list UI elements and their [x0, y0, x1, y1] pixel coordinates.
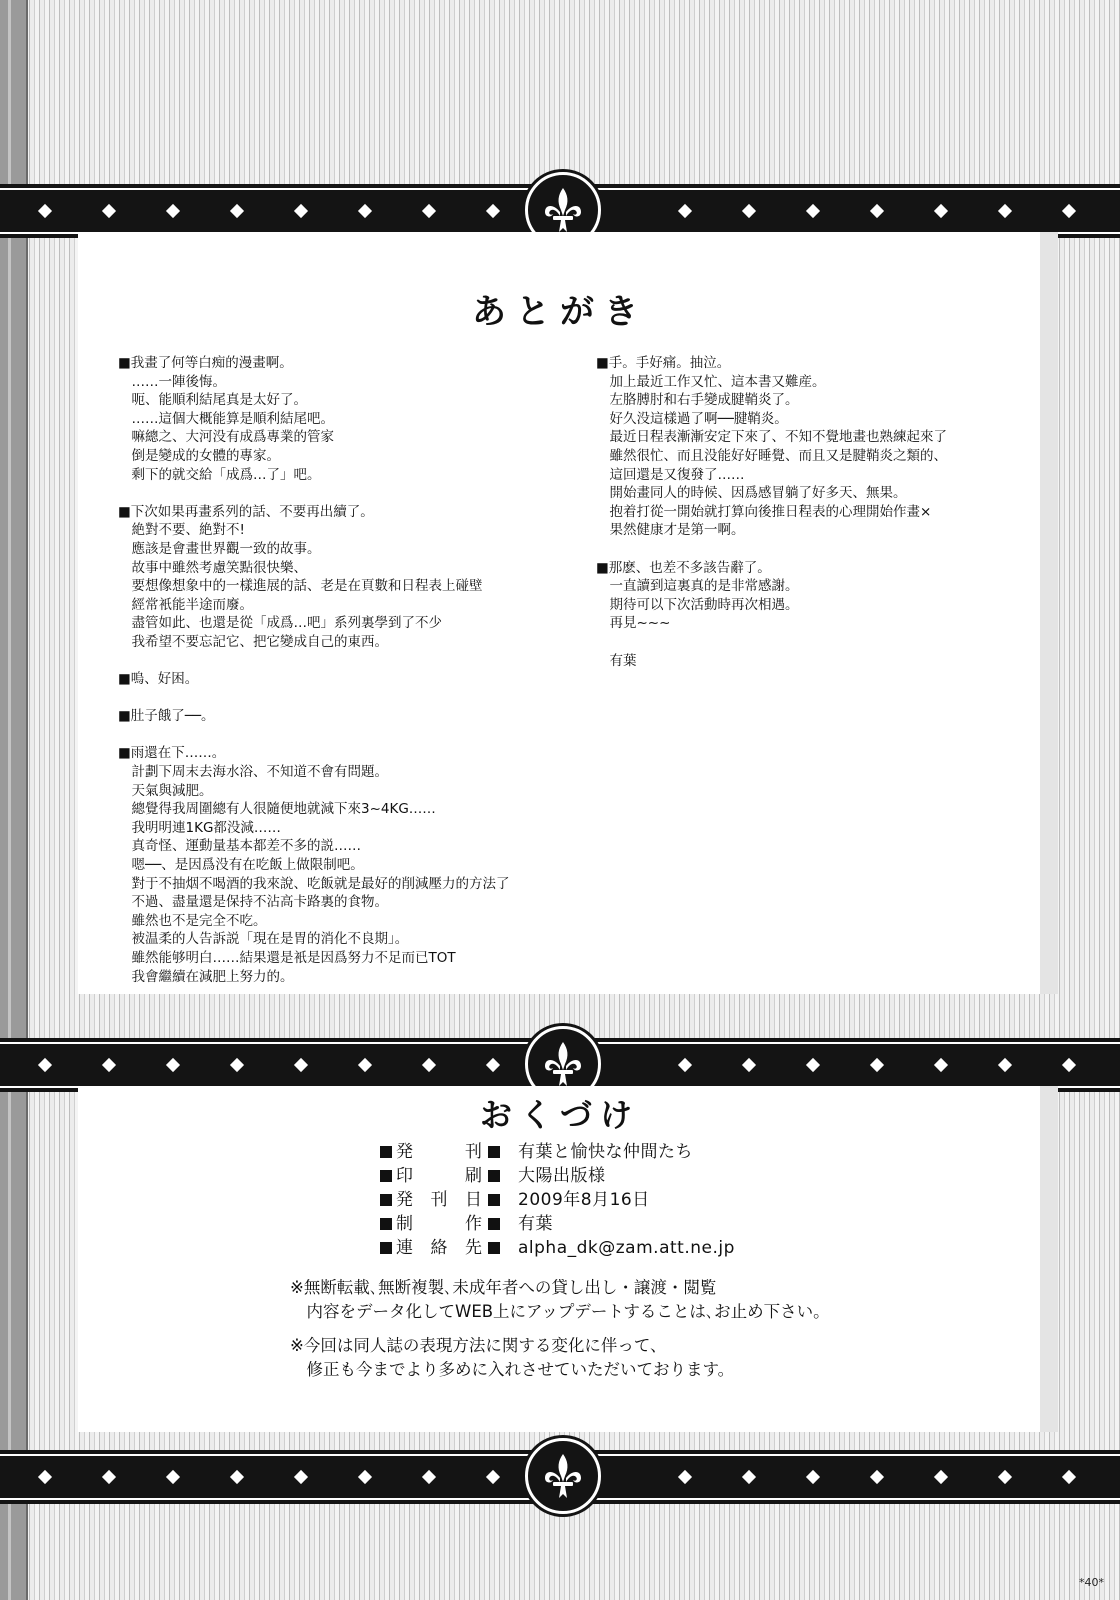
afterword-line: ■肚子餓了──。: [118, 708, 215, 725]
afterword-line: ■雨還在下……。: [118, 745, 226, 762]
diamond-icon: [998, 1058, 1012, 1072]
colophon-row: [380, 1164, 800, 1188]
afterword-line: 絶對不要、絶對不!: [118, 522, 245, 539]
afterword-line: 對于不抽烟不喝酒的我來說、吃飯就是最好的削減壓力的方法了: [118, 875, 510, 892]
afterword-line: 我會繼續在減肥上努力的。: [118, 968, 294, 985]
afterword-line: 嗯──、是因爲没有在吃飯上做限制吧。: [118, 857, 364, 874]
diamond-icon: [678, 204, 692, 218]
diamond-icon: [998, 1470, 1012, 1484]
afterword-line: 雖然很忙、而且没能好好睡覺、而且又是腱鞘炎之類的、: [596, 447, 947, 464]
diamond-icon: [38, 1058, 52, 1072]
afterword-line: [118, 726, 578, 745]
diamond-icon: [230, 1470, 244, 1484]
afterword-line: 我明明連1KG都没減……: [118, 819, 281, 836]
diamond-icon: [422, 204, 436, 218]
afterword-line: 真奇怪、運動量基本都差不多的説……: [118, 838, 361, 855]
censorship-notice: ※今回は同人誌の表現方法に関する変化に伴って、 修正も今までより多めに入れさせていただいております。: [290, 1336, 735, 1379]
diamond-icon: [1062, 204, 1076, 218]
square-bullet-icon: [380, 1170, 392, 1182]
afterword-line: ……這個大概能算是順利結尾吧。: [118, 410, 334, 427]
square-bullet-icon: [488, 1218, 500, 1230]
afterword-line: 加上最近工作又忙、這本書又難産。: [596, 373, 826, 390]
ornament-band-middle: [0, 1042, 1120, 1088]
diamond-icon: [102, 1058, 116, 1072]
diamond-icon: [486, 1470, 500, 1484]
page-number: *40*: [1079, 1576, 1104, 1589]
afterword-line: ……一陣後悔。: [118, 373, 226, 390]
diamond-icon: [742, 204, 756, 218]
afterword-left-column: [118, 354, 578, 986]
diamond-icon: [678, 1470, 692, 1484]
diamond-icon: [358, 1470, 372, 1484]
diamond-icon: [742, 1470, 756, 1484]
diamond-icon: [166, 1470, 180, 1484]
square-bullet-icon: [380, 1194, 392, 1206]
diamond-icon: [1062, 1058, 1076, 1072]
afterword-line: 雖然也不是完全不吃。: [118, 912, 267, 929]
diamond-icon: [294, 204, 308, 218]
colophon-row: [380, 1236, 800, 1260]
afterword-line: 抱着打從一開始就打算向後推日程表的心理開始作畫×: [596, 503, 932, 520]
diamond-icon: [870, 204, 884, 218]
afterword-line: 呃、能順利結尾真是太好了。: [118, 392, 307, 409]
square-bullet-icon: [488, 1170, 500, 1182]
colophon-title: おくづけ: [479, 1096, 640, 1134]
book-spine: [0, 0, 28, 1600]
diamond-icon: [102, 1470, 116, 1484]
afterword-line: 被温柔的人告訴説「現在是胃的消化不良期」。: [118, 931, 409, 948]
afterword-line: 最近日程表漸漸安定下來了、不知不覺地畫也熟練起來了: [596, 429, 947, 446]
diamond-icon: [934, 1058, 948, 1072]
diamond-icon: [294, 1058, 308, 1072]
diamond-icon: [294, 1470, 308, 1484]
diamond-icon: [102, 204, 116, 218]
afterword-right-column: [596, 354, 1036, 670]
colophon-value: 大陽出版様: [518, 1166, 606, 1186]
afterword-line: 期待可以下次活動時再次相遇。: [596, 596, 799, 613]
colophon-row: [380, 1212, 800, 1236]
diamond-icon: [806, 204, 820, 218]
afterword-line: [118, 689, 578, 708]
colophon-value: 有葉と愉快な仲間たち: [518, 1142, 693, 1162]
afterword-line: 故事中雖然考慮笑點很快樂、: [118, 559, 307, 576]
colophon-value: alpha_dk@zam.att.ne.jp: [518, 1238, 735, 1258]
diamond-icon: [742, 1058, 756, 1072]
colophon-value: 2009年8月16日: [518, 1190, 650, 1210]
afterword-line: 盡管如此、也還是從「成爲…吧」系列裏學到了不少: [118, 615, 442, 632]
diamond-icon: [358, 1058, 372, 1072]
square-bullet-icon: [380, 1218, 392, 1230]
afterword-line: 嘛總之、大河没有成爲專業的管家: [118, 429, 334, 446]
fleur-de-lis-icon: [525, 1438, 601, 1514]
colophon-label: 制 作: [396, 1214, 484, 1234]
afterword-line: ■那麽、也差不多該告辭了。: [596, 559, 771, 576]
afterword-line: 倒是變成的女體的專家。: [118, 447, 280, 464]
afterword-line: ■下次如果再畫系列的話、不要再出續了。: [118, 503, 374, 520]
diamond-icon: [870, 1470, 884, 1484]
square-bullet-icon: [488, 1146, 500, 1158]
diamond-icon: [870, 1058, 884, 1072]
afterword-title: あとがき: [472, 292, 648, 332]
afterword-line: 剩下的就交給「成爲…了」吧。: [118, 466, 321, 483]
colophon-table: [380, 1140, 800, 1260]
diamond-icon: [486, 1058, 500, 1072]
diamond-icon: [806, 1058, 820, 1072]
copyright-notice: ※無断転載､無断複製､未成年者への貸し出し・譲渡・閲覧 内容をデータ化してWEB上にアップデートすることは､お止め下さい。: [290, 1278, 830, 1321]
afterword-line: 天氣與減肥。: [118, 782, 213, 799]
diamond-icon: [806, 1470, 820, 1484]
diamond-icon: [998, 204, 1012, 218]
diamond-icon: [422, 1058, 436, 1072]
diamond-icon: [486, 204, 500, 218]
afterword-line: ■我畫了何等白痴的漫畫啊。: [118, 355, 293, 371]
colophon-label: 印 刷: [396, 1166, 484, 1186]
square-bullet-icon: [488, 1194, 500, 1206]
afterword-line: 應該是會畫世界觀一致的故事。: [118, 540, 321, 557]
colophon-label: 連絡先: [396, 1238, 484, 1258]
afterword-line: 雖然能够明白……結果還是衹是因爲努力不足而已TOT: [118, 950, 456, 966]
afterword-line: 經常衹能半途而廢。: [118, 596, 253, 613]
afterword-line: 有葉: [596, 652, 637, 669]
square-bullet-icon: [488, 1242, 500, 1254]
ornament-band-bottom: [0, 1454, 1120, 1500]
colophon-label: 発刊日: [396, 1190, 484, 1210]
diamond-icon: [166, 1058, 180, 1072]
diamond-icon: [38, 1470, 52, 1484]
diamond-icon: [934, 204, 948, 218]
colophon-value: 有葉: [518, 1214, 553, 1234]
afterword-line: 好久没這樣過了啊──腱鞘炎。: [596, 410, 788, 427]
diamond-icon: [422, 1470, 436, 1484]
afterword-line: [118, 652, 578, 671]
afterword-line: [118, 484, 578, 503]
diamond-icon: [166, 204, 180, 218]
square-bullet-icon: [380, 1242, 392, 1254]
afterword-line: 計劃下周末去海水浴、不知道不會有問題。: [118, 764, 388, 781]
afterword-line: [596, 540, 1036, 559]
afterword-line: ■嗚、好困。: [118, 671, 199, 688]
colophon-row: [380, 1140, 800, 1164]
diamond-icon: [1062, 1470, 1076, 1484]
diamond-icon: [358, 204, 372, 218]
diamond-icon: [230, 1058, 244, 1072]
diamond-icon: [38, 204, 52, 218]
afterword-line: 開始畫同人的時候、因爲感冒躺了好多天、無果。: [596, 485, 907, 502]
diamond-icon: [934, 1470, 948, 1484]
afterword-line: 再見~~~: [596, 615, 671, 632]
diamond-icon: [230, 204, 244, 218]
afterword-line: 這回還是又復發了……: [596, 466, 745, 483]
square-bullet-icon: [380, 1146, 392, 1158]
afterword-line: 不過、盡量還是保持不沾高卡路裏的食物。: [118, 894, 388, 911]
afterword-line: [596, 633, 1036, 652]
colophon-label: 発 刊: [396, 1142, 484, 1162]
afterword-line: 一直讀到這裏真的是非常感謝。: [596, 578, 799, 595]
spine-highlight: [8, 0, 11, 1600]
afterword-line: 左胳膊肘和右手變成腱鞘炎了。: [596, 392, 799, 409]
afterword-line: ■手。手好痛。抽泣。: [596, 355, 731, 371]
afterword-line: 果然健康才是第一啊。: [596, 522, 745, 539]
colophon-row: [380, 1188, 800, 1212]
ornament-band-top: [0, 188, 1120, 234]
afterword-line: 我希望不要忘記它、把它變成自己的東西。: [118, 633, 388, 650]
afterword-line: 總覺得我周圍總有人很隨便地就減下來3~4KG……: [118, 801, 436, 818]
afterword-line: 要想像想象中的一樣進展的話、老是在頁數和日程表上碰壁: [118, 578, 483, 595]
diamond-icon: [678, 1058, 692, 1072]
